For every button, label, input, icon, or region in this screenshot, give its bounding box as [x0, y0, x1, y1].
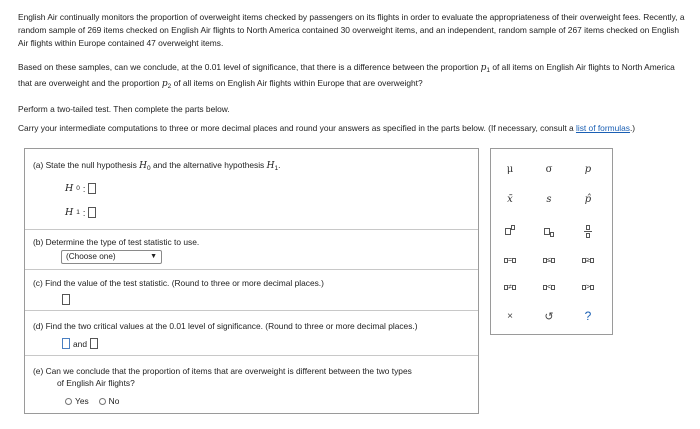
part-a [25, 149, 478, 230]
yes-radio[interactable] [65, 398, 72, 405]
yes-option[interactable]: Yes [65, 396, 89, 406]
part-e-label: (e) Can we conclude that the proportion of items that are overweight is different between the two types of English Air flights? [33, 366, 412, 388]
alt-hypothesis-input[interactable] [88, 207, 96, 218]
xbar-button[interactable]: x̄ [507, 193, 513, 205]
greater-than-button[interactable]: > [574, 277, 602, 297]
part-b [25, 230, 478, 270]
alt-hypothesis-row: H 1 : [65, 207, 96, 218]
problem-question: Based on these samples, can we conclude, at the 0.01 level of significance, that there is a difference between the proportion $p_1$ of all items on English Air flights to North America that are overweight and the proportion $p_2$ of all items on English Air flights within Europe that are overweight? [18, 62, 675, 90]
fraction-button[interactable] [574, 221, 602, 241]
null-hypothesis-input[interactable] [88, 183, 96, 194]
less-than-button[interactable]: < [535, 277, 563, 297]
equals-button[interactable]: = [496, 250, 524, 270]
no-option[interactable]: No [99, 396, 120, 406]
no-radio[interactable] [99, 398, 106, 405]
chevron-down-icon: ▼ [150, 253, 157, 260]
part-b-label: (b) Determine the type of test statistic to use. [33, 237, 200, 247]
greater-equal-button[interactable]: ≥ [574, 250, 602, 270]
part-d [25, 311, 478, 356]
p-button[interactable]: p [584, 163, 592, 175]
sigma-button[interactable]: σ [545, 163, 553, 175]
part-d-label: (d) Find the two critical values at the 0.01 level of significance. (Round to three or more decimal places.) [33, 321, 418, 331]
formulas-link[interactable]: list of formulas [575, 123, 630, 133]
test-statistic-input[interactable] [62, 294, 70, 305]
part-e [25, 356, 478, 414]
question-panel [24, 148, 479, 414]
instructions: Perform a two-tailed test. Then complete the parts below. [18, 104, 230, 114]
critical-values-row: and [62, 338, 98, 349]
not-equal-button[interactable]: ≠ [496, 277, 524, 297]
problem-description: English Air continually monitors the proportion of overweight items checked by passengers on its flights in order to evaluate the appropriateness of their overweight fees. Recently, a random sample of 269 items checked on English Air flights to North America contained 30 overweight items, and an independent, random sample of 267 items checked on English Air flights within Europe contained 47 overweight items. [18, 12, 685, 48]
phat-button[interactable]: p̂ [584, 193, 592, 205]
part-a-label: (a) State the null hypothesis $H_0$ and the alternative hypothesis $H_1$. [33, 160, 281, 172]
null-hypothesis-row: H 0 : [65, 183, 96, 194]
symbol-toolbar [490, 148, 613, 335]
subscript-button[interactable] [535, 221, 563, 241]
conclusion-options [65, 396, 119, 406]
help-icon[interactable]: ? [584, 309, 592, 323]
clear-icon[interactable]: × [507, 310, 513, 322]
test-statistic-select[interactable]: (Choose one) ▼ [61, 250, 162, 264]
s-button[interactable]: s [546, 193, 552, 205]
undo-icon[interactable]: ↺ [544, 310, 554, 323]
mu-button[interactable]: μ [506, 163, 514, 175]
less-equal-button[interactable]: ≤ [535, 250, 563, 270]
part-c [25, 270, 478, 311]
part-c-label: (c) Find the value of the test statistic. (Round to three or more decimal places.) [33, 278, 324, 288]
critical-value-1-input[interactable] [62, 338, 70, 349]
critical-value-2-input[interactable] [90, 338, 98, 349]
superscript-button[interactable] [496, 221, 524, 241]
rounding-instructions: Carry your intermediate computations to three or more decimal places and round your answers as specified in the parts below. (If necessary, consult a list of formulas.) [18, 123, 636, 133]
